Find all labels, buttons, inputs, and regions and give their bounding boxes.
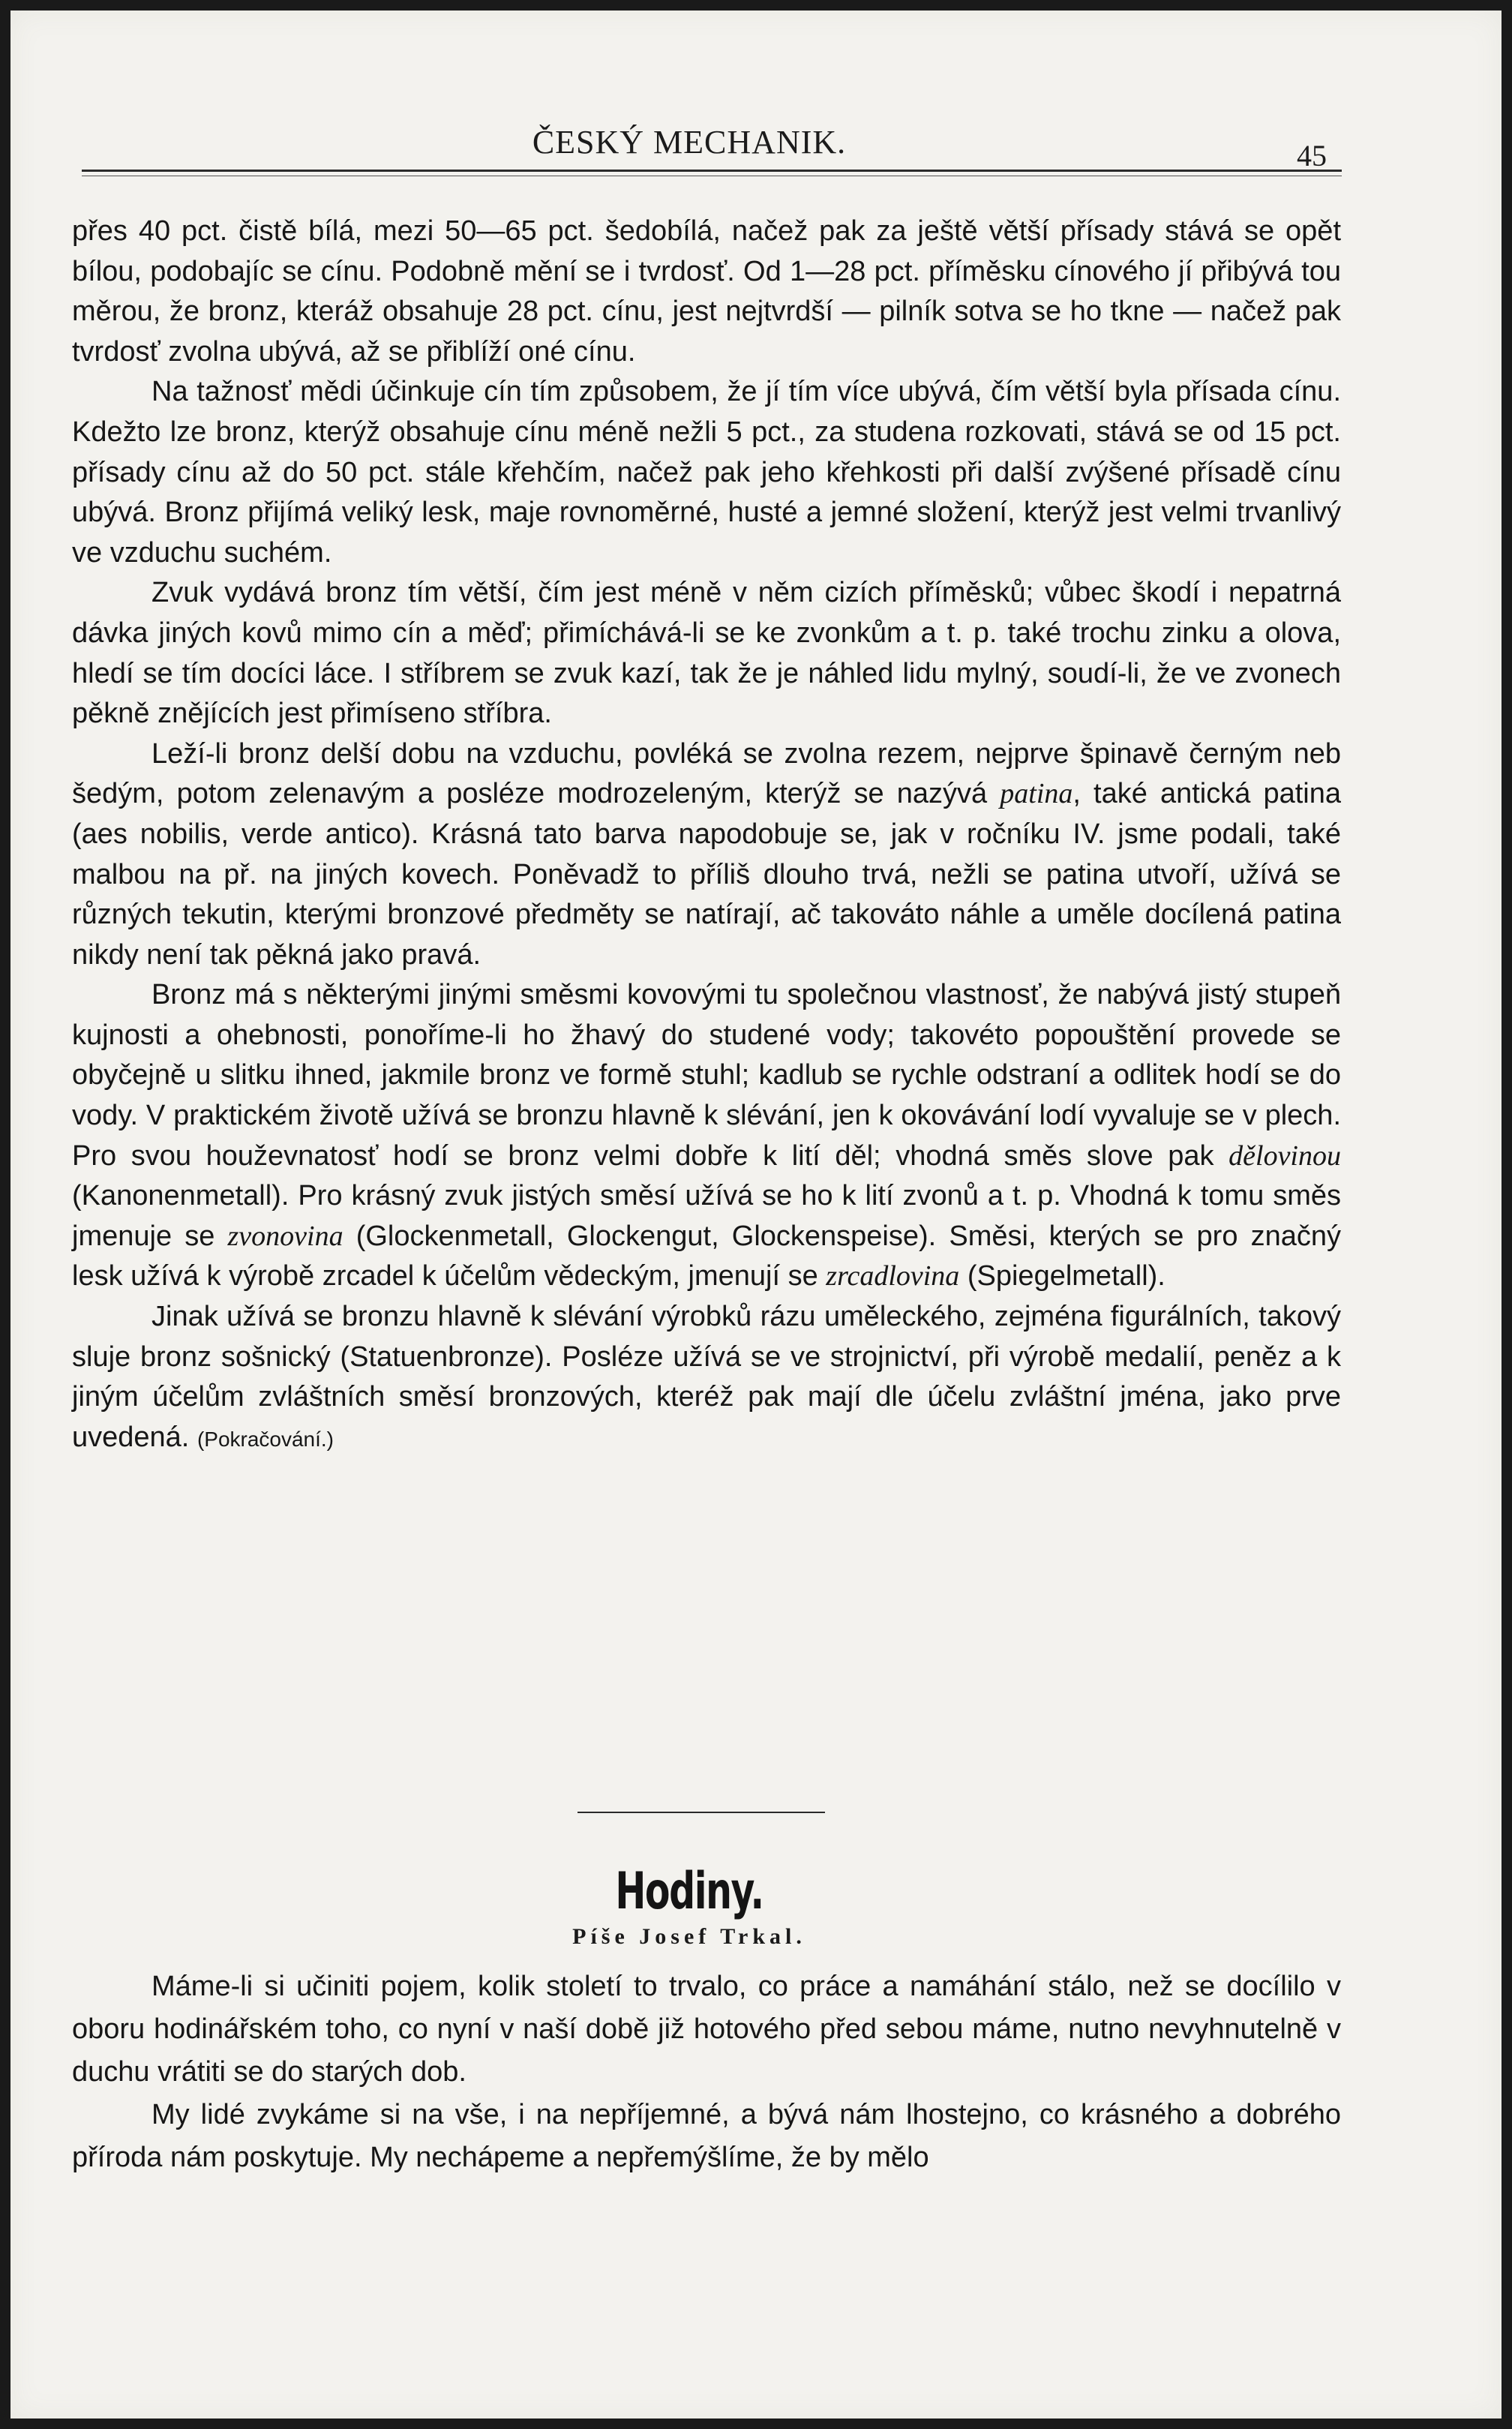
body-text xyxy=(72,212,1341,1459)
text-run: Leží-li bronz delší dobu na vzduchu, povléká se zvolna rezem, nejprve špinavě černým neb šedým, potom zelenavým a posléze modrozeleným, kterýž se nazývá xyxy=(72,737,1341,810)
article-title: Hodiny. xyxy=(615,1862,764,1921)
italic-term-zrcadlovina: zrcadlovina xyxy=(826,1260,960,1293)
page-number: 45 xyxy=(1297,139,1327,173)
text-run: (Glockenmetall, Glockengut, Glockenspeise). Směsi, kterých se pro značný lesk užívá k výrobě zrcadel k účelům vědeckým, jmenují se xyxy=(72,1220,1342,1293)
paragraph: My lidé zvykáme si na vše, i na nepříjemné, a bývá nám lhostejno, co krásného a dobrého příroda nám poskytuje. My nechápeme a nepřemýšlíme, že by mělo xyxy=(72,2099,1341,2173)
running-header: ČESKÝ MECHANIK. xyxy=(532,124,847,161)
text-run: Bronz má s některými jinými směsmi kovovými tu společnou vlastnosť, že nabývá jistý stupeň kujnosti a ohebnosti, ponoříme-li ho žhavý do studené vody; takovéto popouštění provede se obyčejně u slitku ihned, jakmile bronz ve formě stuhl; kadlub se rychle odstraní a odlitek hodí se do vody. V praktickém životě užívá se bronzu hlavně k slévání, jen k okovávání lodí vyvaluje se v plech. Pro svou houževnatosť hodí se bronz velmi dobře k lití děl; vhodná směs slove pak xyxy=(72,979,1341,1172)
paragraph: Zvuk vydává bronz tím větší, čím jest méně v něm cizích příměsků; vůbec škodí i nepatrná dávka jiných kovů mimo cín a měď; přimíchává-li se ke zvonkům a t. p. také trochu zinku a olova, hledí se tím docíci láce. I stříbrem se zvuk kazí, tak že je náhled lidu mylný, soudí-li, že ve zvonech pěkně znějících jest přimíseno stříbra. xyxy=(72,577,1341,730)
paragraph: Na tažnosť mědi účinkuje cín tím způsobem, že jí tím více ubývá, čím větší byla přísada cínu. Kdežto lze bronz, kterýž obsahuje cínu méně nežli 5 pct., za studena rozkovati, stává se od 15 pct. přísady cínu až do 50 pct. stále křehčím, načež pak jeho křehkosti při další zvýšené přísadě cínu ubývá. Bronz přijímá veliký lesk, maje rovnoměrné, husté a jemné složení, kterýž jest velmi trvanlivý ve vzduchu suchém. xyxy=(72,376,1341,569)
text-run: (Spiegelmetall). xyxy=(959,1260,1166,1293)
text-run: Jinak užívá se bronzu hlavně k slévání výrobků rázu uměleckého, zejména figurálních, takový sluje bronz sošnický (Statuenbronze). Posléze užívá se ve strojnictví, při výrobě medalií, peněz a k jiným účelům zvláštních směsí bronzových, kteréž pak mají dle účelu zvláštní jména, jako prve uvedená. xyxy=(72,1301,1341,1453)
article-byline: Píše Josef Trkal. xyxy=(572,1924,806,1949)
page xyxy=(10,11,1502,2418)
paragraph xyxy=(72,975,1341,1297)
italic-term-delovina: dělovinou xyxy=(1228,1139,1341,1172)
article-text xyxy=(72,1965,1341,2179)
section-separator xyxy=(578,1812,825,1813)
paragraph xyxy=(72,1297,1341,1459)
continuation-note: (Pokračování.) xyxy=(196,1427,334,1451)
text-run: , také antická patina (aes nobilis, verde antico). Krásná tato barva napodobuje se, jak v ročníku IV. jsme podali, také malbou na př. na jiných kovech. Poněvadž to příliš dlouho trvá, nežli se patina utvoří, užívá se různých tekutin, kterými bronzové předměty se natírají, ač takováto náhle a uměle docílená patina nikdy není tak pěkná jako pravá. xyxy=(72,778,1341,971)
header-rule xyxy=(82,170,1342,172)
italic-term-patina: patina xyxy=(1000,778,1073,810)
italic-term-zvonovina: zvonovina xyxy=(227,1220,344,1252)
paragraph: přes 40 pct. čistě bílá, mezi 50—65 pct. šedobílá, načež pak za ještě větší přísady stává se opět bílou, podobajíc se cínu. Podobně mění se i tvrdosť. Od 1—28 pct. příměsku cínového jí přibývá tou měrou, že bronz, kteráž obsahuje 28 pct. cínu, jest nejtvrdší — pilník sotva se ho tkne — načež pak tvrdosť zvolna ubývá, až se přiblíží oné cínu. xyxy=(72,215,1341,368)
paragraph xyxy=(72,734,1341,976)
paragraph: Máme-li si učiniti pojem, kolik století to trvalo, co práce a namáhání stálo, než se docílilo v oboru hodinářském toho, co nyní v naší době již hotového před sebou máme, nutno nevyhnutelně v duchu vrátiti se do starých dob. xyxy=(72,1971,1341,2088)
text-run: (Kanonenmetall). Pro krásný zvuk jistých směsí užívá se ho k lití zvonů a t. p. Vhodná k tomu směs jmenuje se xyxy=(72,1180,1341,1252)
